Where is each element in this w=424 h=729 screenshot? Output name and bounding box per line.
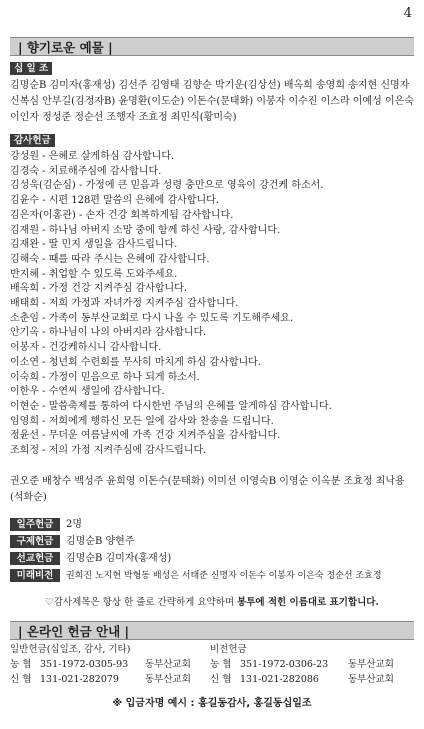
row-label: 구제헌금 (10, 535, 60, 548)
bank-name: 농 협 (210, 659, 232, 670)
row-relief (10, 534, 135, 550)
col1-head: 일반헌금(십일조, 감사, 기타) (10, 644, 131, 655)
bank-name: 신 협 (210, 674, 232, 685)
account-number: 131-021-282086 (240, 674, 319, 685)
thanks-item: 이소연 - 청년회 수련회를 무사히 마치게 하심 감사합니다. (10, 356, 261, 368)
thanks-item: 정윤선 - 무더운 여름날씨에 가족 건강 지켜주심을 감사합니다. (10, 430, 281, 442)
thanks-item: 이숙희 - 가정이 믿음으로 하나 되게 하소서. (10, 371, 200, 383)
thanks-item: 안기옥 - 하나님이 나의 아버지라 감사합니다. (10, 327, 207, 339)
thanks-item: 소춘임 - 가족이 동부산교회로 다시 나올 수 있도록 기도해주세요. (10, 312, 294, 324)
note-plain: ♡감사제목은 항상 한 줄로 간략하게 요약하며 (45, 597, 238, 608)
tithe-names: 김명순B 김미자(홍재성) 김선주 김영태 김향순 박기운(김상선) 배옥희 송영희 송지현 신명자 신복심 안부길(김정자B) 윤명환(이도순) 이돈수(문태화) 이봉자 이수진 이스라 이예성 이은숙 이인자 정성준 정순선 조행자 조효정 최민식(황미숙) (10, 80, 414, 123)
bank-row (10, 657, 414, 672)
note (0, 594, 424, 608)
row-mission (10, 551, 171, 567)
row-value: 권희진 노지현 박형동 배성은 서태준 신명자 이돈수 이봉자 이은숙 정순선 조효정 (66, 571, 382, 581)
thanks-item: 김재완 - 딸 민지 생일을 감사드립니다. (10, 239, 178, 251)
row-weekly (10, 517, 82, 533)
thanks-item: 김재원 - 하나님 아버지 소망 중에 함께 하신 사랑, 감사합니다. (10, 224, 281, 236)
account-number: 131-021-282079 (40, 674, 119, 685)
thanks-item: 김경숙 - 치료해주심에 감사합니다. (10, 165, 162, 177)
note-bold: 봉투에 적힌 이름대로 표기합니다. (237, 597, 379, 608)
thanks-item: 이현순 - 말씀축제를 통하여 다시한번 주님의 은혜를 알게하심 감사합니다. (10, 400, 332, 412)
thanks-item: 강성원 - 은혜로 살게하심 감사합니다. (10, 151, 175, 162)
row-label: 선교헌금 (10, 552, 60, 565)
thanks-item: 이봉자 - 건강케하시니 감사합니다. (10, 342, 162, 354)
account-holder: 동부산교회 (348, 674, 394, 685)
row-label: 일주헌금 (10, 518, 60, 531)
thanks-item: 배태희 - 저희 가정과 자녀가정 지켜주심 감사합니다. (10, 298, 239, 310)
offering-section-title: | 향기로운 예물 | (10, 37, 414, 56)
thanks-label: 감사헌금 (10, 134, 55, 147)
col2-head: 비전헌금 (210, 644, 247, 655)
row-label: 미래비전 (10, 569, 60, 582)
account-holder: 동부산교회 (348, 659, 394, 670)
bank-table (10, 642, 414, 687)
row-vision (10, 568, 382, 584)
bank-row (10, 672, 414, 687)
extra-names: 권오준 배창수 백성주 윤희영 이돈수(문태화) 이미선 이영숙B 이영순 이옥분 조효정 최낙용(석화순) (10, 476, 405, 503)
online-section-title: | 온라인 헌금 안내 | (10, 621, 414, 640)
thanks-item: 김은자(이홍관) - 손자 건강 회복하게됨 감사합니다. (10, 209, 234, 221)
page-number: 4 (403, 6, 412, 21)
account-holder: 동부산교회 (145, 674, 191, 685)
thanks-item: 임영희 - 저희에게 행하신 모든 일에 감사와 찬송을 드립니다. (10, 415, 274, 427)
tithe-label: 십 일 조 (10, 62, 52, 75)
thanks-item: 반지혜 - 취업할 수 있도록 도와주세요. (10, 268, 178, 280)
thanks-item: 조희정 - 저의 가정 지켜주심에 감사드립니다. (10, 445, 207, 457)
bank-name: 신 협 (10, 674, 32, 685)
account-number: 351-1972-0306-23 (240, 659, 329, 670)
thanks-item: 김성욱(김순심) - 가정에 큰 믿음과 성령 충만으로 영육이 강건케 하소서. (10, 180, 324, 192)
thanks-item: 김해숙 - 때를 따라 주시는 은혜에 감사합니다. (10, 253, 210, 265)
bank-name: 농 협 (10, 659, 32, 670)
row-value: 김명순B 양현주 (66, 536, 135, 547)
account-holder: 동부산교회 (145, 659, 191, 670)
thanks-item: 이한우 - 수연씨 생일에 감사합니다. (10, 386, 165, 398)
thanks-item: 김윤수 - 시편 128편 말씀의 은혜에 감사합니다. (10, 195, 219, 207)
row-value: 2명 (66, 519, 83, 530)
row-value: 김명순B 김미자(홍재성) (66, 553, 172, 564)
deposit-name-example: ※ 입금자명 예시 : 홍길동감사, 홍길동십일조 (112, 698, 312, 709)
thanks-list (10, 150, 415, 459)
thanks-item: 배옥희 - 가정 건강 지켜주심 감사합니다. (10, 283, 188, 295)
bank-head-row (10, 642, 414, 657)
account-number: 351-1972-0305-93 (40, 659, 129, 670)
